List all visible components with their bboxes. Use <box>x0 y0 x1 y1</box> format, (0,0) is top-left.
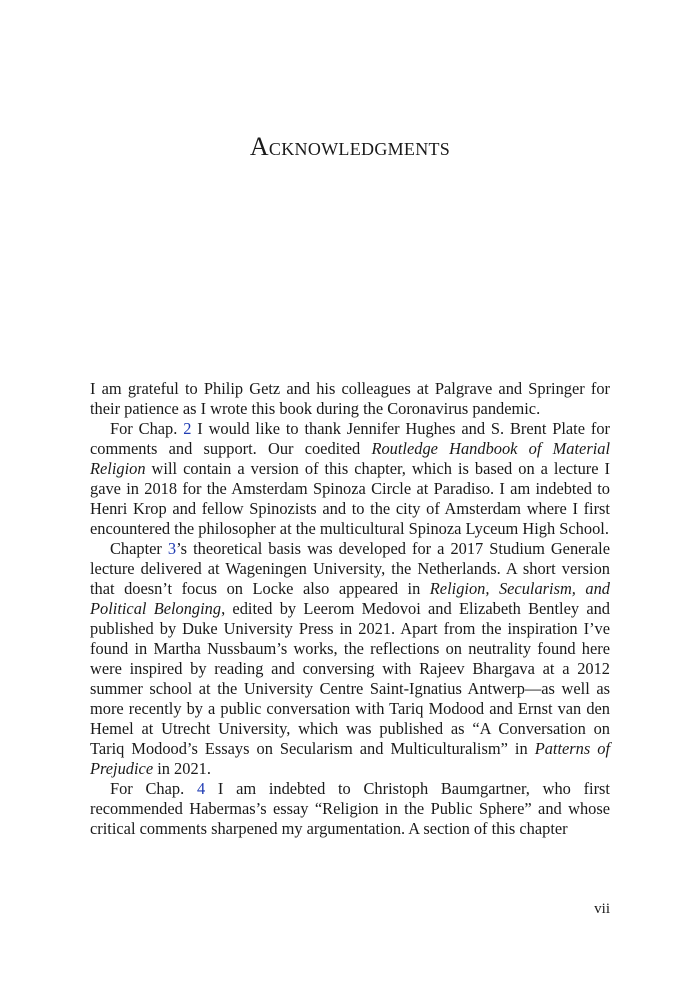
paragraph-4 <box>90 779 610 839</box>
page-number: vii <box>594 901 610 917</box>
paragraph-4-text-1: For Chap. <box>110 779 197 798</box>
chapter-3-link[interactable]: 3 <box>167 539 177 558</box>
paragraph-2-text-2: I would like to thank Jennifer Hughes and S. Brent Plate for comments and support. Our coedited <box>90 419 610 458</box>
paragraph-3-text-1: Chapter <box>110 539 168 558</box>
paragraph-2-italic-title: Routledge Handbook of Material Religion <box>90 439 610 478</box>
paragraph-3-text-3: , edited by Leerom Medovoi and Elizabeth Bentley and published by Duke University Press in 2021. Apart from the inspiration I’ve found in Martha Nussbaum’s works, the reflections on neutrality found here were inspired by reading and conversing with Rajeev Bhargava at a 2012 summer school at the University Centre Saint-Ignatius Antwerp—as well as more recently by a public conversation with Tariq Modood and Ernst van den Hemel at Utrecht University, which was published as “A Conversation on Tariq Modood’s Essays on Secularism and Multiculturalism” in <box>90 599 610 758</box>
paragraph-3-italic-title-1: Religion, Secularism, and Political Belonging <box>90 579 610 618</box>
chapter-4-link[interactable]: 4 <box>196 779 206 798</box>
acknowledgments-body <box>90 379 610 839</box>
paragraph-2 <box>90 419 610 539</box>
paragraph-3 <box>90 539 610 779</box>
paragraph-1-text: I am grateful to Philip Getz and his colleagues at Palgrave and Springer for their patience as I wrote this book during the Coronavirus pandemic. <box>90 379 610 418</box>
paragraph-1 <box>90 379 610 419</box>
paragraph-3-text-4: in 2021. <box>153 759 211 778</box>
page-title: Acknowledgments <box>249 132 451 161</box>
paragraph-4-text-2: I am indebted to Christoph Baumgartner, who first recommended Habermas’s essay “Religion in the Public Sphere” and whose critical comments sharpened my argumentation. A section of this chapter <box>90 779 610 838</box>
paragraph-2-text-1: For Chap. <box>110 419 184 438</box>
paragraph-3-italic-title-2: Patterns of Prejudice <box>90 739 610 778</box>
chapter-2-link[interactable]: 2 <box>183 419 192 438</box>
paragraph-3-text-2: ’s theoretical basis was developed for a 2017 Studium Generale lecture delivered at Wageningen University, the Netherlands. A short version that doesn’t focus on Locke also appeared in <box>90 539 610 598</box>
paragraph-2-text-3: will contain a version of this chapter, which is based on a lecture I gave in 2018 for the Amsterdam Spinoza Circle at Paradiso. I am indebted to Henri Krop and fellow Spinozists and to the city of Amsterdam where I first encountered the philosopher at the multicultural Spinoza Lyceum High School. <box>90 459 610 538</box>
